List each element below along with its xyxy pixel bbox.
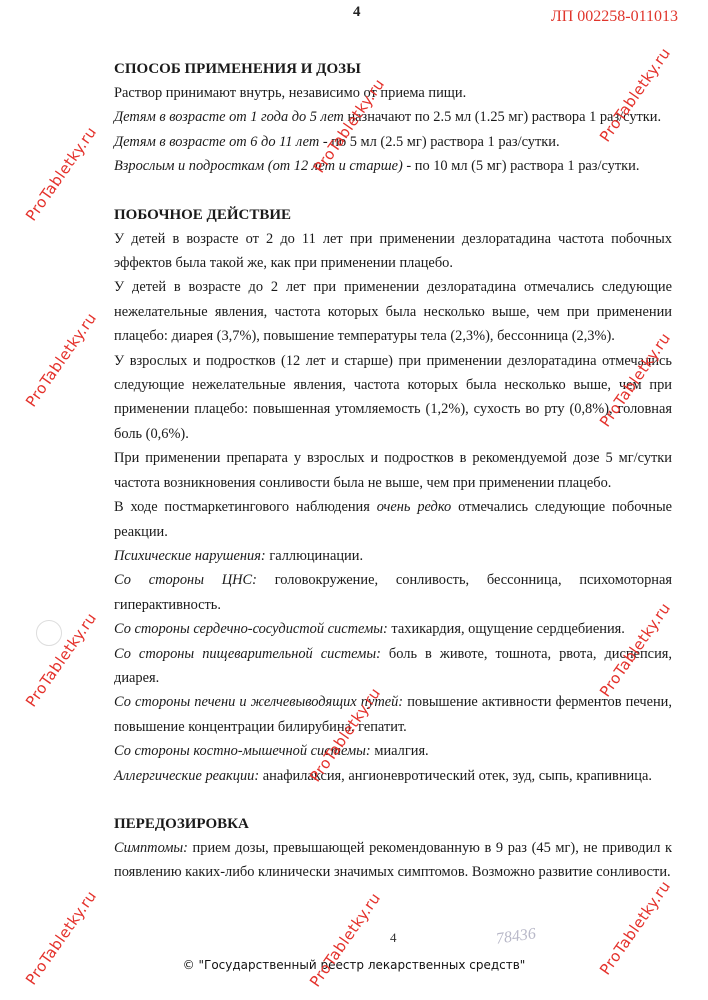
p5-end: отмечались следующие побочные реакции. [114,499,673,540]
allergy-effects [114,764,672,788]
cardio-label: Со стороны сердечно-сосудистой системы: [114,621,388,638]
musculo-label: Со стороны костно-мышечной системы: [114,743,371,760]
allergy-label: Аллергические реакции: [114,767,260,784]
source-footer: © "Государственный реестр лекарственных средств" [182,958,526,972]
allergy-text: анафилаксия, ангионевротический отек, зуд, сыпь, крапивница. [259,767,652,784]
dosage-line-4-text: - по 10 мл (5 мг) раствора 1 раз/сутки. [402,158,640,175]
dosage-line-3 [114,130,672,154]
musculo-text: миалгия. [370,743,429,760]
cardio-effects [114,617,672,641]
watermark: ProTabletky.ru [596,329,675,431]
handwritten-stamp: 78436 [494,925,537,948]
watermark: ProTabletky.ru [306,684,385,786]
psych-disorders [114,544,672,568]
top-page-number: 4 [353,4,361,20]
cardio-text: тахикардия, ощущение сердцебиения. [387,621,625,638]
watermark: ProTabletky.ru [310,75,389,177]
psych-text: галлюцинации. [265,547,364,564]
dosage-line-3-group: Детям в возрасте от 6 до 11 лет [114,133,320,150]
liver-effects [114,690,672,739]
side-effects-paragraph-4: При применении препарата у взрослых и подростков в рекомендуемой дозе 5 мг/сутки частота возникновения сонливости была не выше, чем при применении плацебо. [114,450,672,491]
watermark: ProTabletky.ru [22,887,101,989]
registration-number: ЛП 002258-011013 [550,8,678,25]
watermark: ProTabletky.ru [22,123,101,225]
digest-text: боль в животе, тошнота, рвота, диспепсия, диарея. [114,645,672,686]
watermark: ProTabletky.ru [596,877,675,979]
dosage-line-1: Раствор принимают внутрь, независимо от приема пищи. [114,85,467,101]
document-body [114,57,675,885]
watermark: ProTabletky.ru [22,609,101,711]
watermark: ProTabletky.ru [596,599,675,701]
cns-text: головокружение, сонливость, бессонница, психомоторная гиперактивность. [114,572,673,613]
side-effects-paragraph-1: У детей в возрасте от 2 до 11 лет при применении дезлоратадина частота побочных эффектов была такой же, как при применении плацебо. [114,230,672,272]
watermark: ProTabletky.ru [306,889,385,991]
dosage-line-2 [114,105,672,129]
side-effects-paragraph-5 [114,495,672,544]
watermark: ProTabletky.ru [596,44,675,146]
overdose-symptoms [114,836,672,885]
symptoms-label: Симптомы: [114,839,188,856]
cns-effects [114,568,672,617]
dosage-line-3-text: - по 5 мл (2.5 мг) раствора 1 раз/сутки. [319,133,560,150]
side-effects-paragraph-2: У детей в возрасте до 2 лет при применении дезлоратадина отмечались следующие нежелательные явления, частота которых была несколько выше, чем при применении плацебо: диарея (3,7%), повышение температуры тела (2,3%), бессонница (2,3%). [114,279,672,345]
dosage-line-4-group: Взрослым и подросткам (от 12 лет и старше) [114,158,403,175]
watermark: ProTabletky.ru [22,309,101,411]
musculo-effects [114,739,672,763]
section-title-overdose: ПЕРЕДОЗИРОВКА [114,815,249,832]
psych-label: Психические нарушения: [114,547,266,564]
liver-text: повышение активности ферментов печени, повышение концентрации билирубина, гепатит. [114,694,672,735]
digest-label: Со стороны пищеварительной системы: [114,645,381,662]
section-title-side-effects: ПОБОЧНОЕ ДЕЙСТВИЕ [114,206,292,223]
digestive-effects [114,642,672,691]
punch-hole-mark [36,620,62,646]
symptoms-text: прием дозы, превышающей рекомендованную в 9 раз (45 мг), не приводил к появлению каких-либо клинически значимых симптомов. Возможно развитие сонливости. [114,839,672,881]
bottom-page-number: 4 [390,930,397,945]
dosage-line-4 [114,154,672,178]
p5-frequency: очень редко [376,499,452,516]
cns-label: Со стороны ЦНС: [114,572,257,589]
section-title-dosage: СПОСОБ ПРИМЕНЕНИЯ И ДОЗЫ [114,61,361,77]
liver-label: Со стороны печени и желчевыводящих путей: [114,694,404,711]
dosage-line-2-group: Детям в возрасте от 1 года до 5 лет [114,109,344,126]
side-effects-paragraph-3: У взрослых и подростков (12 лет и старше) при применении дезлоратадина отмечались следующие нежелательные явления, частота которых была несколько выше, чем при применении плацебо: повышенная утомляемость (1,2%), сухость во рту (0,8%), головная боль (0,6%). [114,352,672,442]
dosage-line-2-text: назначают по 2.5 мл (1.25 мг) раствора 1 раз/сутки. [343,109,662,126]
p5-start: В ходе постмаркетингового наблюдения [114,499,377,516]
